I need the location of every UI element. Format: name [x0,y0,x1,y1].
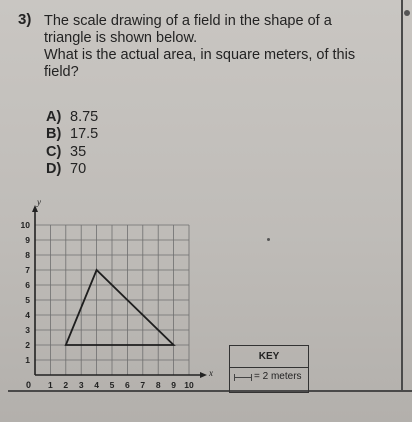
y-tick-label: 9 [25,235,30,245]
x-tick-label: 7 [140,380,146,390]
choice-b-text: 17.5 [70,126,99,142]
x-tick-label: 4 [94,380,99,390]
y-tick-label: 8 [25,250,30,260]
x-tick-label: 1 [48,380,53,390]
choice-d-letter: D) [46,161,62,177]
y-axis-label: y [37,197,41,207]
scale-key [229,345,309,393]
choice-b-letter: B) [46,126,62,142]
x-axis-arrow-icon [200,372,207,378]
y-tick-label: 10 [20,220,30,230]
y-tick-label: 1 [25,355,30,365]
key-title: KEY [258,351,280,362]
origin-label: 0 [26,380,32,390]
choice-a-letter: A) [46,109,62,125]
choice-c-letter: C) [46,144,62,160]
choice-a-text: 8.75 [70,109,99,125]
x-tick-label: 9 [171,380,176,390]
question-number: 3) [18,11,32,28]
y-tick-label: 6 [25,280,30,290]
choice-c-text: 35 [70,144,87,160]
y-tick-label: 2 [25,340,30,350]
x-axis-label: x [209,368,213,378]
question-line-4: field? [44,64,79,80]
x-tick-label: 2 [63,380,69,390]
triangle-field [66,270,174,345]
key-divider [230,367,308,368]
x-tick-label: 10 [184,380,194,390]
choice-d-text: 70 [70,161,87,177]
question-line-2: triangle is shown below. [44,30,198,46]
y-tick-label: 3 [25,325,30,335]
y-tick-label: 5 [25,295,30,305]
y-tick-label: 4 [25,310,30,320]
question-line-3: What is the actual area, in square meters, of this [44,47,356,63]
x-tick-label: 6 [125,380,130,390]
x-tick-label: 8 [155,380,161,390]
y-tick-label: 7 [25,265,30,275]
question-line-1: The scale drawing of a field in the shape of a [44,13,332,29]
x-tick-label: 5 [109,380,115,390]
scale-segment-icon [234,377,252,378]
x-tick-label: 3 [78,380,84,390]
key-scale-text: = 2 meters [254,371,302,382]
